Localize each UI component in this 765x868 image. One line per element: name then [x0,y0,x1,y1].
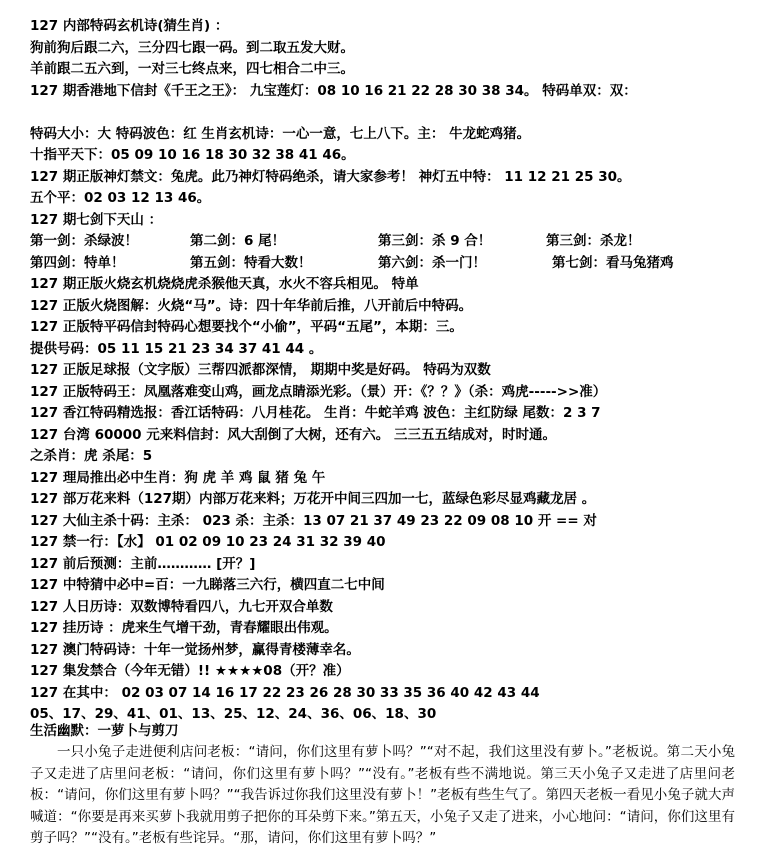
text-line: 127 台湾 60000 元来料信封：风大刮倒了大树，还有六。 三三五五结成对，时时通。 [30,426,556,443]
text-line: 127 正版足球报（文字版）三帮四派都深情， 期期中奖是好码。 特码为双数 [30,362,491,378]
text-line: 127 中特猜中必中=百：一九睇落三六行，横四直二七中间 [30,577,385,593]
text-line: 127 在其中： 02 03 07 14 16 17 22 23 26 28 30 33 35 36 40 42 43 44 [30,684,540,701]
text-line: 之杀肖：虎 杀尾：5 [30,448,153,464]
text-line: 特码大小：大 特码波色：红 生肖玄机诗：一心一意，七上八下。主： 牛龙蛇鸡猪。 [30,125,531,142]
sword-item: 第六剑：杀一门！ [378,254,486,271]
text-line: 127 禁一行：【水】 01 02 09 10 23 24 31 32 39 40 [30,534,386,550]
story-body: 一只小兔子走进便利店问老板：“请问，你们这里有萝卜吗？”“对不起，我们这里没有萝卜。”老板说。第二天小兔子又走进了店里问老板：“请问，你们这里有萝卜吗？”“没有。”老板有些不满地说。第三天小兔子又走进了店里问老板：“请问，你们这里有萝卜吗？”“我告诉过你我们这里没有萝卜！”老板有些生气了。第四天老板一看见小兔子就大声喊道：“你要是再来买萝卜我就用剪子把你的耳朵剪下来。”第五天，小兔子又走了进来，小心地问：“请问，你们这里有剪子吗？”“没有。”老板有些诧异。“那，请问，你们这里有萝卜吗？” [30,744,735,846]
sword-item: 第二剑：6 尾！ [190,233,286,249]
text-line: 127 期正版火烧玄机烧烧虎杀猴他天真，水火不容兵相见。 特单 [30,276,419,292]
sword-item: 第一剑：杀绿波！ [30,233,138,249]
text-line: 五个平：02 03 12 13 46。 [30,190,211,206]
text-line: 127 部万花来料（127期）内部万花来料；万花开中间三四加一七，蓝绿色彩尽显鸡藏龙居 。 [30,491,596,507]
sword-item: 第四剑：特单！ [30,254,125,271]
sword-item: 第五剑：特看大数！ [190,254,312,271]
humor-story [30,720,735,850]
text-line: 127 期正版神灯禁文：兔虎。此乃神灯特码绝杀，请大家参考！ 神灯五中特： 11 12 21 25 30。 [30,168,631,185]
sword-item: 第七剑：看马兔猪鸡 [552,254,674,271]
document-body [30,16,756,726]
text-line: 127 集发禁合（今年无错）!! ★★★★08（开？准） [30,663,350,679]
story-title: 生活幽默：一萝卜与剪刀 [30,723,179,739]
text-line: 127 正版特码王：凤凰落难变山鸡，画龙点睛添光彩。（景）开：《？？》（杀：鸡虎----->>准） [30,383,607,400]
sword-row-1 [30,231,756,253]
text-line: 127 正版火烧图解：火烧“马”。诗：四十年华前后推，八开前后中特码。 [30,297,473,314]
sword-item: 第三剑：杀 9 合！ [378,233,492,249]
text-line: 127 正版特平码信封特码心想要找个“小偷”，平码“五尾”，本期：三。 [30,319,463,335]
text-line: 127 理局推出必中生肖：狗 虎 羊 鸡 鼠 猪 兔 午 [30,469,326,486]
text-line: 狗前狗后跟二六，三分四七跟一码。到二取五发大财。 [30,39,354,56]
text-line: 127 挂历诗 ：虎来生气增干劲，青春耀眼出伟观。 [30,620,338,636]
text-line: 127 香江特码精选报：香江话特码：八月桂花。 生肖：牛蛇羊鸡 波色：主红防绿 尾数：2 3 7 [30,405,601,421]
text-line: 127 期香港地下信封《千王之王》： 九宝莲灯：08 10 16 21 22 28 30 38 34。 特码单双：双： [30,82,637,99]
text-line: 05、17、29、41、01、13、25、12、24、36、06、18、30 [30,706,437,722]
text-line: 127 前后预测：主前………… [开？] [30,555,256,572]
sword-row-2 [30,253,756,275]
text-line: 十指平天下：05 09 10 16 18 30 32 38 41 46。 [30,147,355,163]
text-line: 提供号码：05 11 15 21 23 34 37 41 44 。 [30,340,323,357]
text-line: 127 内部特码玄机诗(猜生肖) ： [30,18,229,34]
text-line: 羊前跟二五六到，一对三七终点来，四七相合二中三。 [30,61,354,77]
text-line: 127 澳门特码诗：十年一觉扬州梦，赢得青楼薄幸名。 [30,641,360,658]
text-line: 127 人日历诗：双数博特看四八，九七开双合单数 [30,598,333,615]
text-line: 127 大仙主杀十码：主杀： 023 杀：主杀：13 07 21 37 49 23 22 09 08 10 开 == 对 [30,512,597,529]
sword-item: 第三剑：杀龙！ [546,233,641,249]
text-line: 127 期七剑下天山 ： [30,211,163,228]
